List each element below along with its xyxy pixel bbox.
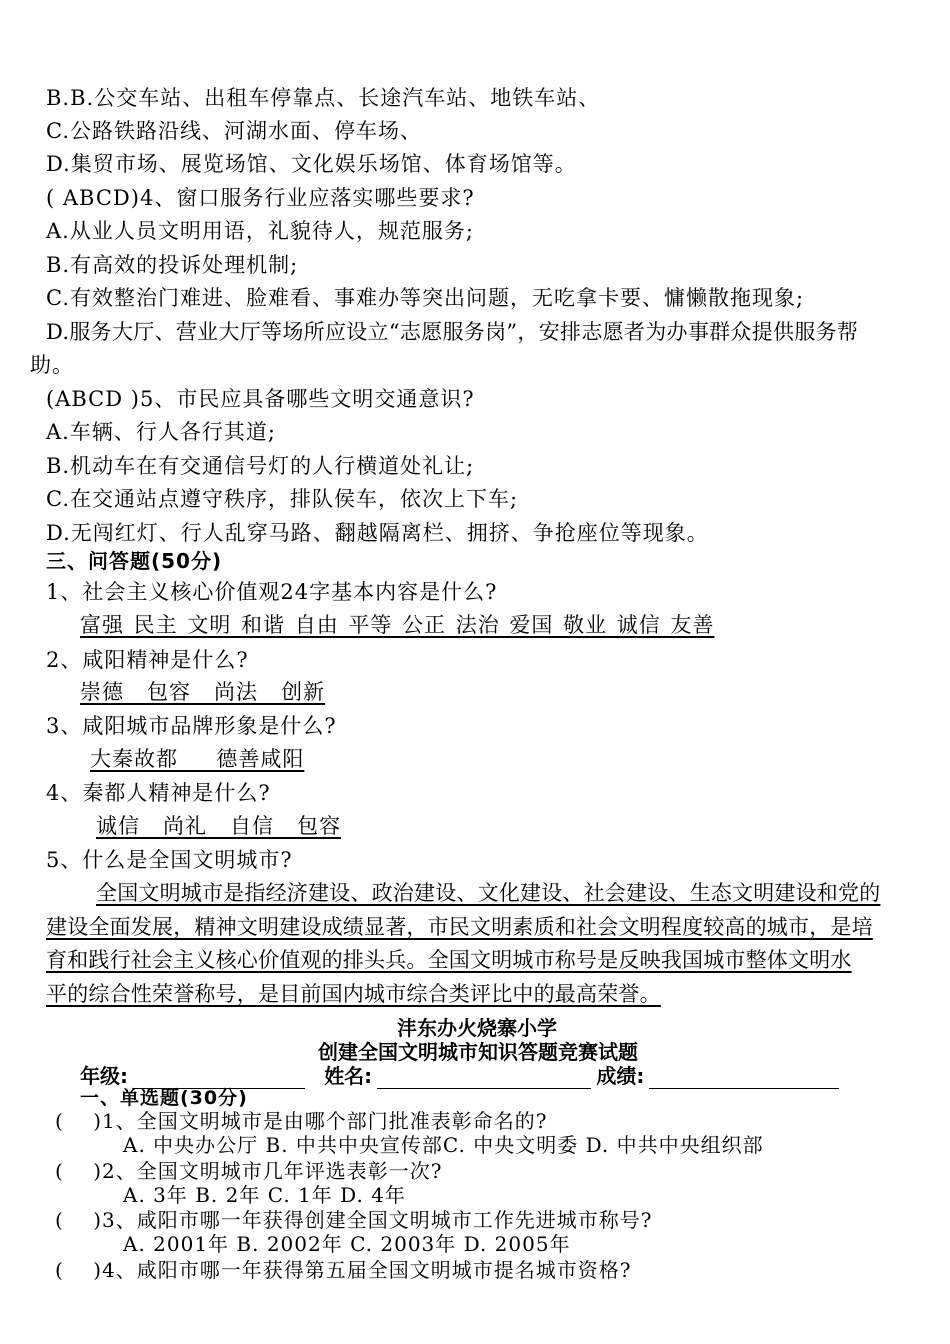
q4-option-c: C.有效整治门难进、脸难看、事难办等突出问题，无吃拿卡要、慵懒散拖现象; <box>46 286 805 310</box>
q4-question: 4、秦都人精神是什么? <box>46 781 271 805</box>
score-label: 成绩: <box>596 1064 645 1088</box>
exam-q1-stem: ( )1、全国文明城市是由哪个部门批准表彰命名的? <box>55 1109 548 1133</box>
exam-q4-stem: ( )4、咸阳市哪一年获得第五届全国文明城市提名城市资格? <box>55 1258 632 1282</box>
q3-option-d: D.集贸市场、展览场馆、文化娱乐场馆、体育场馆等。 <box>46 152 577 176</box>
exam-q3-options: A. 2001年 B. 2002年 C. 2003年 D. 2005年 <box>123 1232 571 1256</box>
q5-answer-line-1: 全国文明城市是指经济建设、政治建设、文化建设、社会建设、生态文明建设和党的 <box>96 881 881 905</box>
name-label: 姓名: <box>324 1064 373 1088</box>
exam-q1-options: A. 中央办公厅 B. 中共中央宣传部C. 中央文明委 D. 中共中央组织部 <box>123 1133 764 1157</box>
q5-option-d: D.无闯红灯、行人乱穿马路、翻越隔离栏、拥挤、争抢座位等现象。 <box>46 521 709 545</box>
q5-option-c: C.在交通站点遵守秩序，排队侯车，依次上下车; <box>46 487 519 511</box>
q4-answer: 诚信 尚礼 自信 包容 <box>96 814 342 838</box>
score-field[interactable] <box>649 1068 839 1089</box>
exam-q2-options: A. 3年 B. 2年 C. 1年 D. 4年 <box>123 1183 406 1207</box>
exam-title: 创建全国文明城市知识答题竞赛试题 <box>318 1040 638 1064</box>
q2-answer: 崇德 包容 尚法 创新 <box>80 680 326 704</box>
q5-option-a: A.车辆、行人各行其道; <box>46 420 276 444</box>
q5-answer-line-3: 育和践行社会主义核心价值观的排头兵。全国文明城市称号是反映我国城市整体文明水 <box>46 948 852 972</box>
q3-option-b: B.B.公交车站、出租车停靠点、长途汽车站、地铁车站、 <box>46 86 601 110</box>
q3-question: 3、咸阳城市品牌形象是什么? <box>46 714 337 738</box>
q5-question: 5、什么是全国文明城市? <box>46 848 293 872</box>
exam-q3-stem: ( )3、咸阳市哪一年获得创建全国文明城市工作先进城市称号? <box>55 1208 653 1232</box>
grade-label: 年级: <box>80 1064 128 1088</box>
q4-option-d: D.服务大厅、营业大厅等场所应设立“志愿服务岗”，安排志愿者为办事群众提供服务帮 <box>46 320 859 344</box>
q1-question: 1、社会主义核心价值观24字基本内容是什么? <box>46 580 498 604</box>
section3-heading: 三、问答题(50分) <box>46 549 223 573</box>
q4-stem: ( ABCD)4、窗口服务行业应落实哪些要求? <box>46 186 475 210</box>
q3-option-c: C.公路铁路沿线、河湖水面、停车场、 <box>46 119 422 143</box>
q5-option-b: B.机动车在有交通信号灯的人行横道处礼让; <box>46 454 475 478</box>
q3-answer: 大秦故都 德善咸阳 <box>90 747 305 771</box>
name-field[interactable] <box>377 1068 591 1089</box>
section1-heading: 一、单选题(30分) <box>80 1087 248 1109</box>
q4-option-b: B.有高效的投诉处理机制; <box>46 253 299 277</box>
q5-answer-line-2: 建设全面发展，精神文明建设成绩显著，市民文明素质和社会文明程度较高的城市，是培 <box>46 915 873 939</box>
q5-stem: (ABCD )5、市民应具备哪些文明交通意识? <box>46 387 475 411</box>
school-name: 沣东办火烧寨小学 <box>397 1016 557 1040</box>
q4-option-a: A.从业人员文明用语，礼貌待人，规范服务; <box>46 219 474 243</box>
q5-answer-line-4: 平的综合性荣誉称号，是目前国内城市综合类评比中的最高荣誉。 <box>46 982 661 1006</box>
exam-q2-stem: ( )2、全国文明城市几年评选表彰一次? <box>55 1159 443 1183</box>
q1-answer: 富强 民主 文明 和谐 自由 平等 公正 法治 爱国 敬业 诚信 友善 <box>80 613 715 637</box>
q2-question: 2、咸阳精神是什么? <box>46 648 249 672</box>
q4-option-d-cont: 助。 <box>30 353 74 377</box>
